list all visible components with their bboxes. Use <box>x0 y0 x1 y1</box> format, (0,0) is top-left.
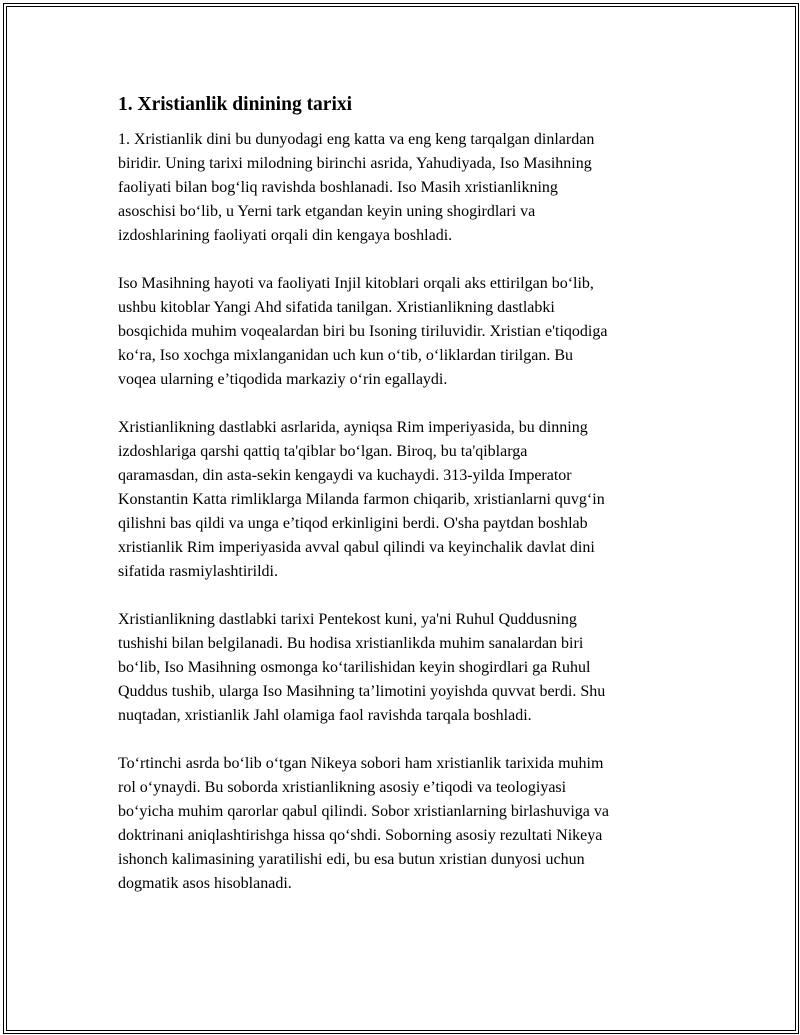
text-line: ko‘ra, Iso xochga mixlanganidan uch kun o‘tib, o‘liklardan tirilgan. Bu <box>118 347 573 364</box>
text-line: bo‘lib, Iso Masihning osmonga ko‘tarilishidan keyin shogirdlari ga Ruhul <box>118 659 591 676</box>
document-title: 1. Xristianlik dinining tarixi <box>118 94 353 115</box>
text-line: qilishni bas qildi va unga e’tiqod erkinligini berdi. O'sha paytdan boshlab <box>118 515 588 532</box>
text-line: bosqichida muhim voqealardan biri bu Isoning tiriluvidir. Xristian e'tiqodiga <box>118 323 608 340</box>
paragraph <box>118 128 688 248</box>
text-line: Quddus tushib, ularga Iso Masihning ta’limotini yoyishda quvvat berdi. Shu <box>118 683 606 700</box>
text-line: doktrinani aniqlashtirishga hissa qo‘shdi. Soborning asosiy rezultati Nikeya <box>118 827 603 844</box>
text-line: qaramasdan, din asta-sekin kengaydi va kuchaydi. 313-yilda Imperator <box>118 467 572 484</box>
text-line: Xristianlikning dastlabki tarixi Pentekost kuni, ya'ni Ruhul Quddusning <box>118 611 577 628</box>
text-line: 1. Xristianlik dini bu dunyodagi eng katta va eng keng tarqalgan dinlardan <box>118 131 595 148</box>
paragraph <box>118 272 688 392</box>
paragraph <box>118 752 688 896</box>
text-line: voqea ularning e’tiqodida markaziy o‘rin egallaydi. <box>118 371 448 388</box>
text-line: izdoshlariga qarshi qattiq ta'qiblar bo‘lgan. Biroq, bu ta'qiblarga <box>118 443 528 460</box>
text-line: asoschisi bo‘lib, u Yerni tark etgandan keyin uning shogirdlari va <box>118 203 536 220</box>
paragraph <box>118 416 688 584</box>
text-line: xristianlik Rim imperiyasida avval qabul qilindi va keyinchalik davlat dini <box>118 539 595 556</box>
text-line: faoliyati bilan bog‘liq ravishda boshlanadi. Iso Masih xristianlikning <box>118 179 558 196</box>
text-line: Konstantin Katta rimliklarga Milanda farmon chiqarib, xristianlarni quvg‘in <box>118 491 605 508</box>
text-line: Xristianlikning dastlabki asrlarida, ayniqsa Rim imperiyasida, bu dinning <box>118 419 588 436</box>
text-line: dogmatik asos hisoblanadi. <box>118 875 292 892</box>
text-line: ishonch kalimasining yaratilishi edi, bu esa butun xristian dunyosi uchun <box>118 851 585 868</box>
text-line: ushbu kitoblar Yangi Ahd sifatida tanilgan. Xristianlikning dastlabki <box>118 299 555 316</box>
text-line: nuqtadan, xristianlik Jahl olamiga faol ravishda tarqala boshladi. <box>118 707 532 724</box>
document-body <box>118 92 688 920</box>
text-line: izdoshlarining faoliyati orqali din kengaya boshladi. <box>118 227 453 244</box>
text-line: biridir. Uning tarixi milodning birinchi asrida, Yahudiyada, Iso Masihning <box>118 155 592 172</box>
paragraph <box>118 608 688 728</box>
text-line: bo‘yicha muhim qarorlar qabul qilindi. Sobor xristianlarning birlashuviga va <box>118 803 610 820</box>
text-line: sifatida rasmiylashtirildi. <box>118 563 278 580</box>
text-line: To‘rtinchi asrda bo‘lib o‘tgan Nikeya sobori ham xristianlik tarixida muhim <box>118 755 604 772</box>
text-line: rol o‘ynaydi. Bu soborda xristianlikning asosiy e’tiqodi va teologiyasi <box>118 779 567 796</box>
text-line: Iso Masihning hayoti va faoliyati Injil kitoblari orqali aks ettirilgan bo‘lib, <box>118 275 594 292</box>
text-line: tushishi bilan belgilanadi. Bu hodisa xristianlikda muhim sanalardan biri <box>118 635 584 652</box>
